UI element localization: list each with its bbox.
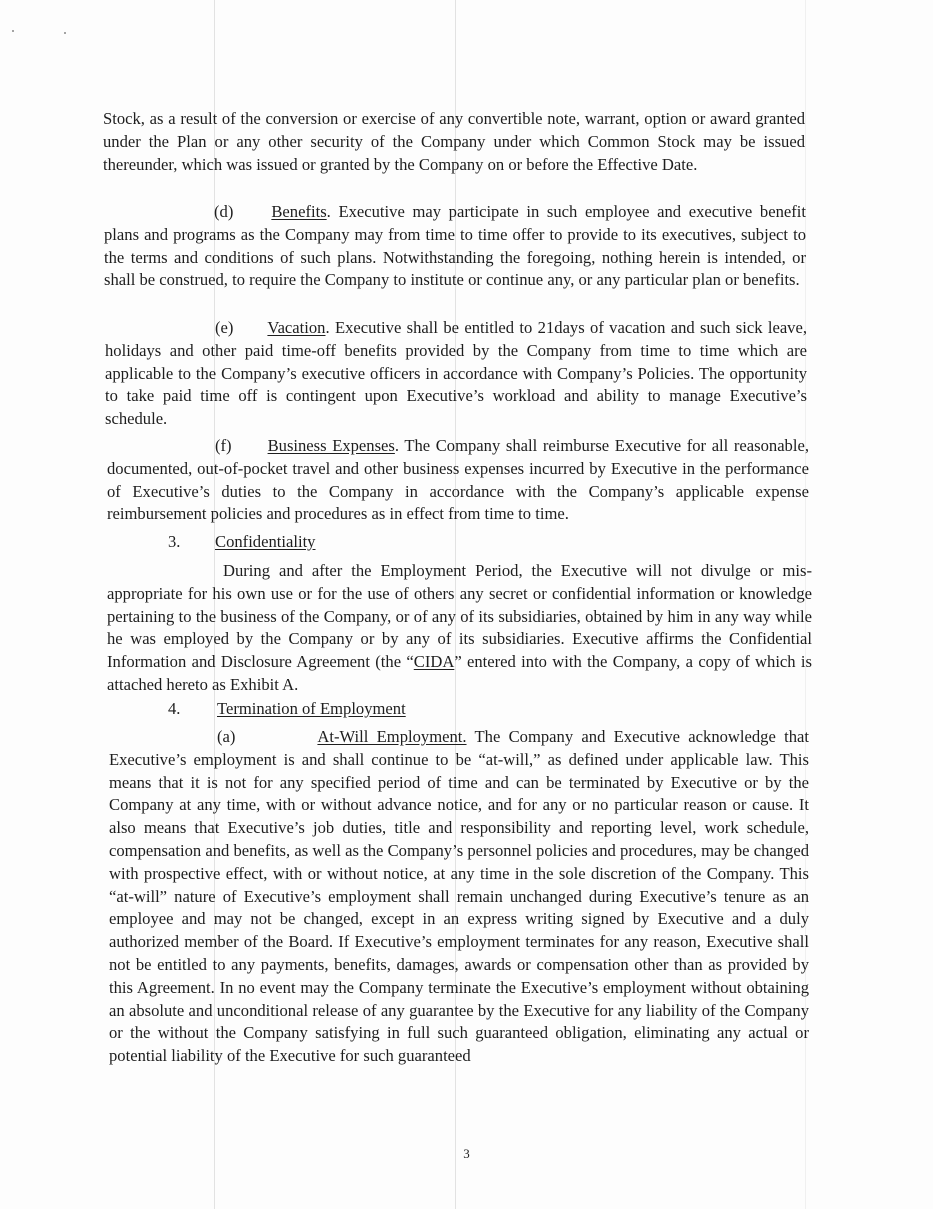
expenses-marker: (f) bbox=[215, 436, 232, 455]
expenses-text: . The Company shall reimburse Executive for all reasonable, documented, out-of-pocket travel and other business expenses incurred by Executive in the performance of Executive’s duties to the Company in accordance with the Company’s applicable expense reimbursement policies and procedures as in effect from time to time. bbox=[107, 436, 809, 524]
at-will-marker: (a) bbox=[217, 727, 236, 746]
scan-speck bbox=[64, 32, 66, 34]
paragraph-vacation bbox=[105, 317, 807, 431]
vacation-title: Vacation bbox=[267, 318, 326, 337]
paragraph-confidentiality: During and after the Employment Period, the Executive will not divulge or mis-appropriate for his own use or for the use of others any secret or confidential information or knowledge pertaining to the business of the Company, or of any of its subsidiaries, obtained by him in any way while he was employed by the Company or by any of its subsidiaries. Executive affirms the Confidential Information and Disclosure Agreement (the “CIDA” entered into with the Company, a copy of which is attached hereto as Exhibit A. bbox=[107, 561, 812, 694]
benefits-title: Benefits bbox=[271, 202, 327, 221]
benefits-marker: (d) bbox=[214, 202, 234, 221]
section-3-title: Confidentiality bbox=[215, 532, 316, 551]
page-number: 3 bbox=[463, 1146, 470, 1161]
section-4-heading bbox=[0, 698, 933, 722]
paragraph-business-expenses bbox=[107, 435, 809, 526]
section-4-title: Termination of Employment bbox=[217, 699, 406, 718]
paragraph-at-will-employment bbox=[109, 726, 809, 1068]
benefits-text: . Executive may participate in such employee and executive benefit plans and programs as the Company may from time to time offer to provide to its executives, subject to the terms and conditions of such plans. Notwithstanding the foregoing, nothing herein is intended, or shall be construed, to require the Company to institute or continue any, or any particular plan or benefits. bbox=[104, 202, 806, 290]
at-will-text: The Company and Executive acknowledge that Executive’s employment is and shall continue to be “at-will,” as defined under applicable law. This means that it is not for any specified period of time and can be terminated by Executive or by the Company at any time, with or without advance notice, and for any or no particular reason or cause. It also means that Executive’s job duties, title and responsibility and reporting level, work schedule, compensation and benefits, as well as the Company’s personnel policies and procedures, may be changed with prospective effect, with or without notice, at any time in the sole discretion of the Company. This “at-will” nature of Executive’s employment shall remain unchanged during Executive’s tenure as an employee and may not be changed, except in an express writing signed by Executive and a duly authorized member of the Board. If Executive’s employment terminates for any reason, Executive shall not be entitled to any payments, benefits, damages, awards or compensation other than as provided by this Agreement. In no event may the Company terminate the Executive’s employment without obtaining an absolute and unconditional release of any guarantee by the Executive for any liability of the Company or the without the Company satisfying in full such guaranteed obligation, eliminating any actual or potential liability of the Executive for such guaranteed bbox=[109, 727, 810, 1066]
at-will-title: At-Will Employment. bbox=[317, 727, 467, 746]
paragraph-intro: Stock, as a result of the conversion or exercise of any convertible note, warrant, option or award granted under the Plan or any other security of the Company under which Common Stock may be issued thereunder, which was issued or granted by the Company on or before the Effective Date. bbox=[103, 109, 805, 174]
section-3-number: 3. bbox=[168, 532, 181, 551]
vacation-text: . Executive shall be entitled to 21days of vacation and such sick leave, holidays and other paid time-off benefits provided by the Company from time to time which are applicable to the Company’s executive officers in accordance with Company’s Policies. The opportunity to take paid time off is contingent upon Executive’s workload and ability to manage Executive’s schedule. bbox=[105, 318, 807, 429]
section-4-number: 4. bbox=[168, 699, 181, 718]
scan-speck bbox=[12, 30, 14, 32]
vacation-marker: (e) bbox=[215, 318, 234, 337]
cida-term: CIDA bbox=[413, 652, 455, 672]
paragraph-benefits bbox=[104, 201, 806, 292]
section-3-heading bbox=[0, 531, 933, 555]
expenses-title: Business Expenses bbox=[267, 436, 395, 455]
